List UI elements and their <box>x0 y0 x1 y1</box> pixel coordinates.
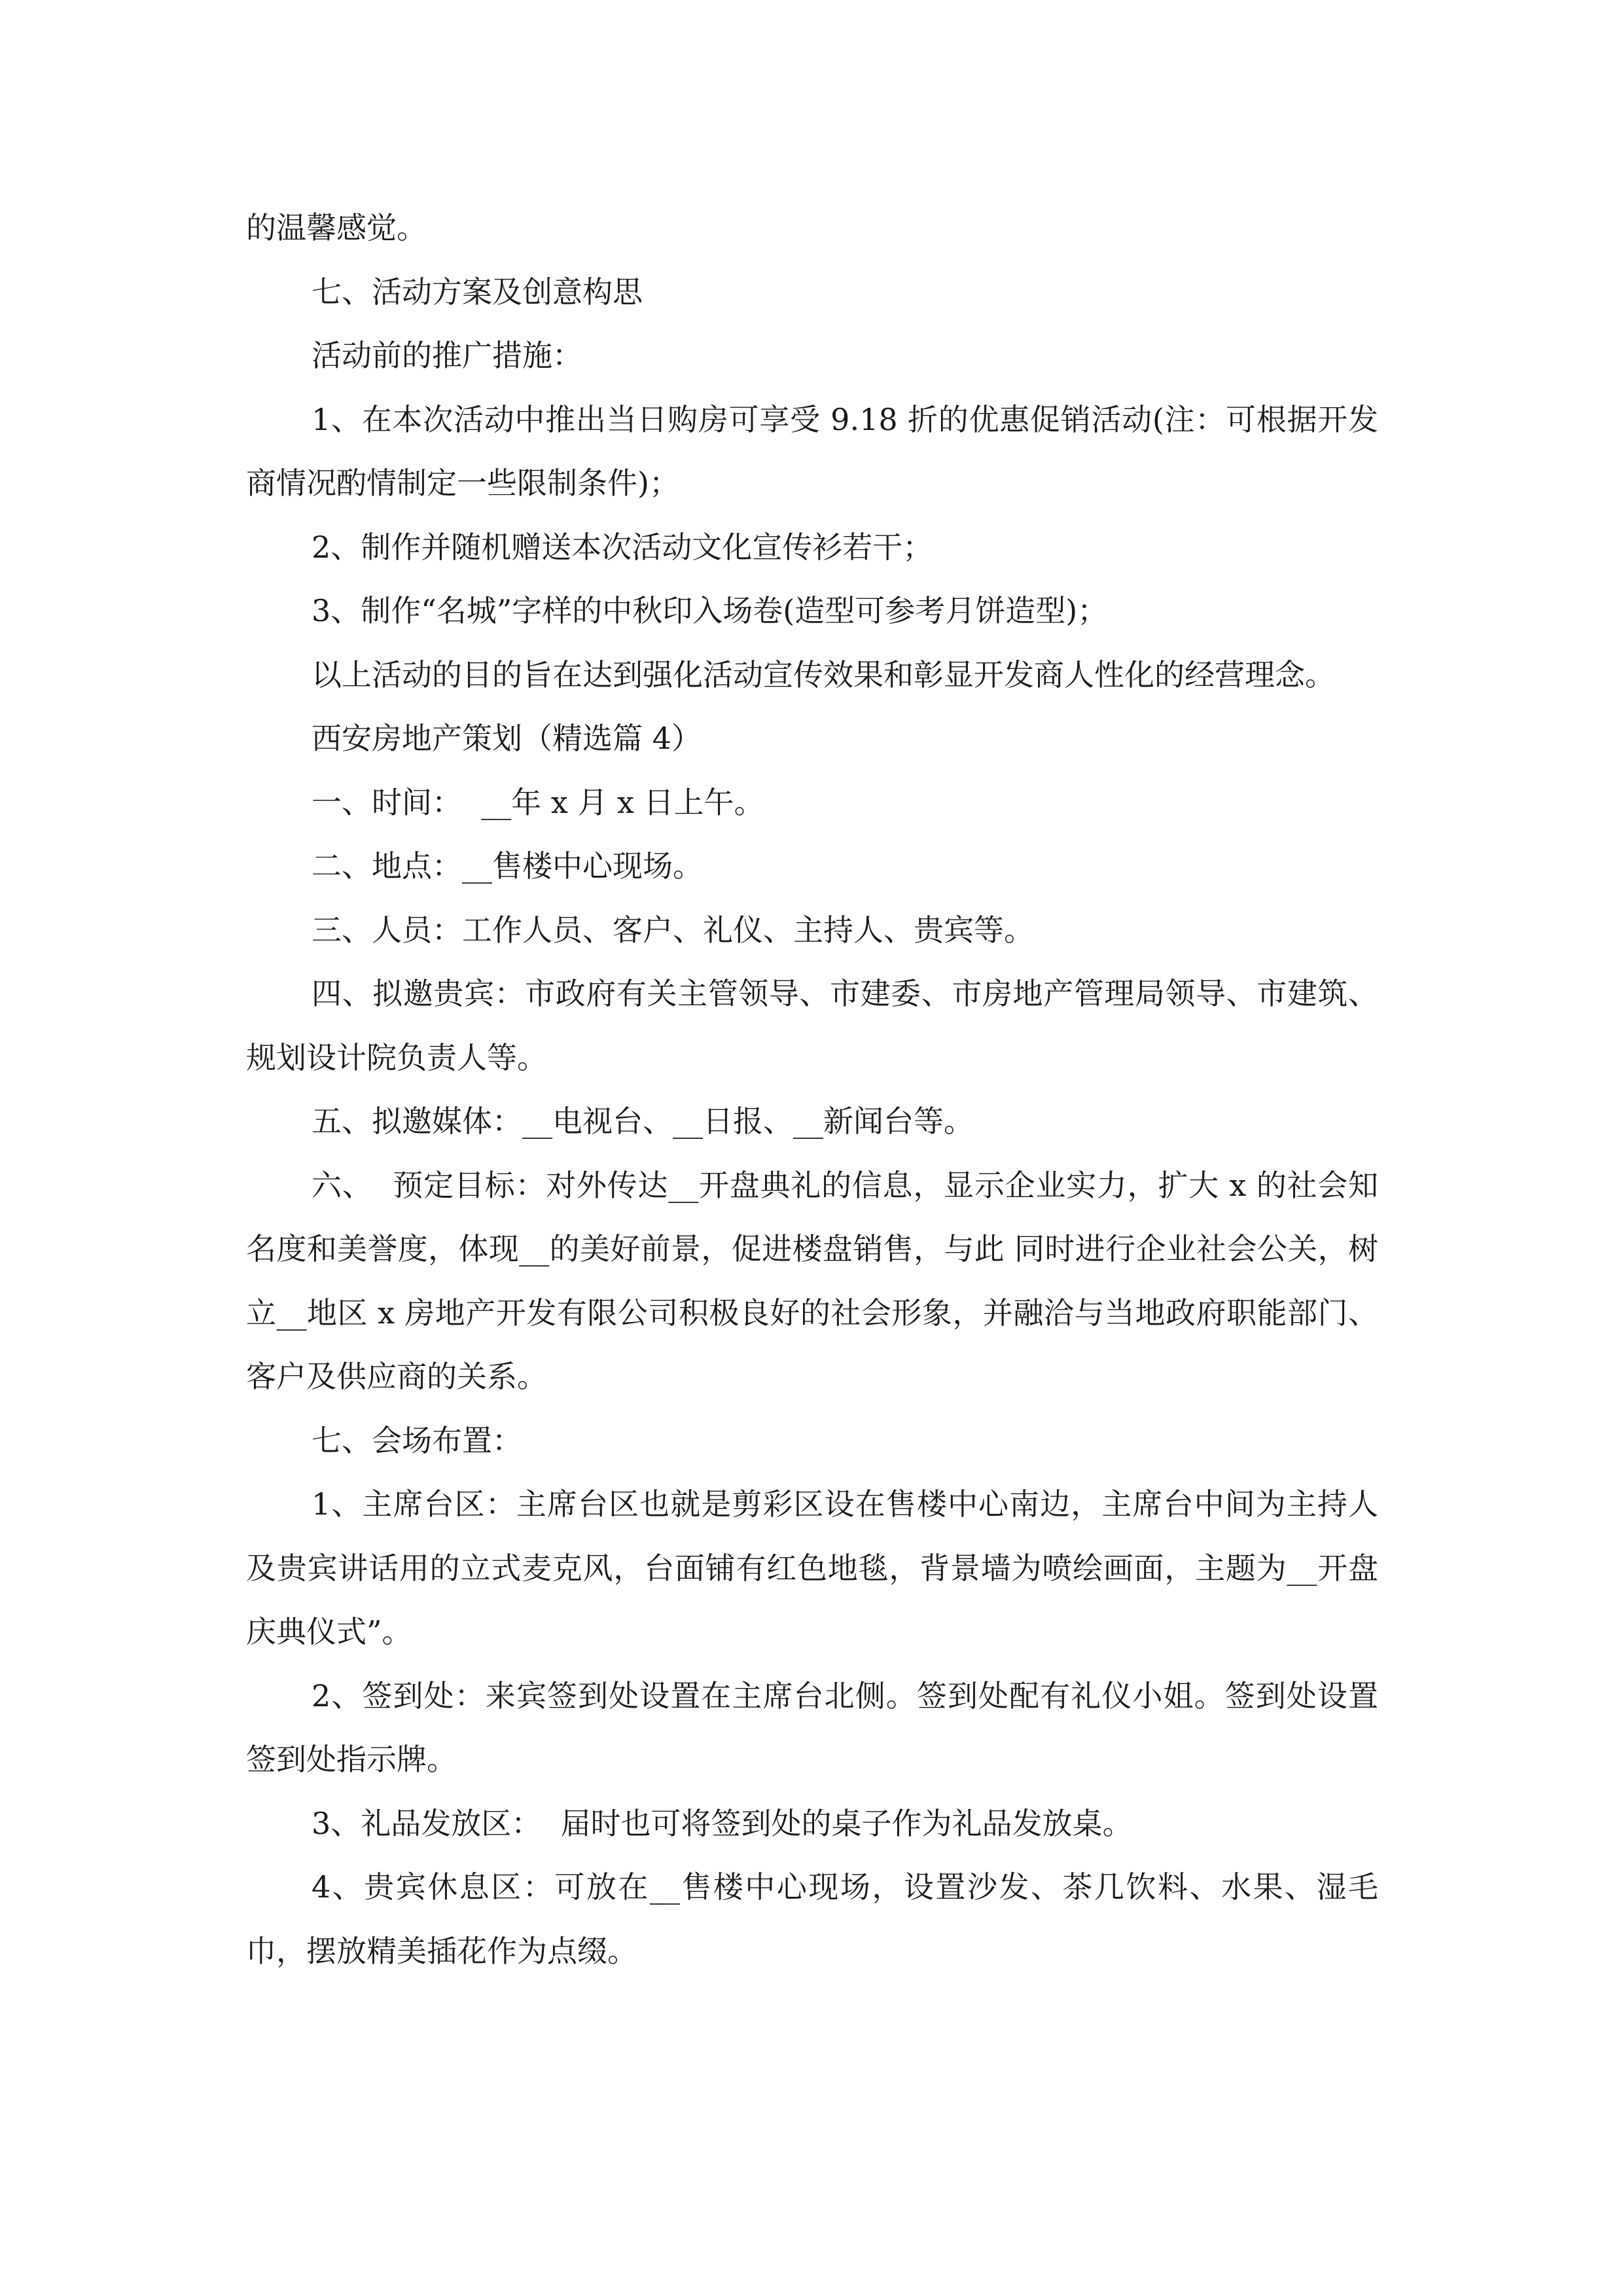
list-item: 4、贵宾休息区：可放在__售楼中心现场，设置沙发、茶几饮料、水果、湿毛巾，摆放精美插花作为点缀。 <box>246 1869 1378 1969</box>
list-item: 3、礼品发放区： 届时也可将签到处的桌子作为礼品发放桌。 <box>312 1805 1133 1841</box>
section-heading: 七、活动方案及创意构思 <box>312 274 643 310</box>
list-item: 六、 预定目标：对外传达__开盘典礼的信息，显示企业实力，扩大 x 的社会知名度和美誉度，体现__的美好前景，促进楼盘销售，与此 同时进行企业社会公关，树立__地区 x 房地产开发有限公司积极良好的社会形象，并融洽与当地政府职能部门、客户及供应商的关系。 <box>246 1167 1378 1394</box>
list-item: 3、制作“名城”字样的中秋印入场卷(造型可参考月饼造型)； <box>312 593 1108 628</box>
paragraph: 的温馨感觉。 <box>246 210 427 245</box>
list-item: 1、在本次活动中推出当日购房可享受 9.18 折的优惠促销活动(注：可根据开发商情况酌情制定一些限制条件)； <box>246 401 1378 501</box>
document-body <box>246 196 1378 1983</box>
list-item: 2、制作并随机赠送本次活动文化宣传衫若干； <box>312 529 933 565</box>
list-item: 2、签到处：来宾签到处设置在主席台北侧。签到处配有礼仪小姐。签到处设置签到处指示牌。 <box>246 1677 1378 1777</box>
list-item: 1、主席台区：主席台区也就是剪彩区设在售楼中心南边，主席台中间为主持人及贵宾讲话用的立式麦克风，台面铺有红色地毯，背景墙为喷绘画面，主题为__开盘庆典仪式”。 <box>246 1486 1378 1649</box>
paragraph: 以上活动的目的旨在达到强化活动宣传效果和彰显开发商人性化的经营理念。 <box>312 656 1335 692</box>
paragraph: 活动前的推广措施： <box>312 338 582 373</box>
list-item: 五、拟邀媒体：__电视台、__日报、__新闻台等。 <box>312 1103 974 1139</box>
article-title: 西安房地产策划（精选篇 4） <box>312 721 702 756</box>
section-heading: 七、会场布置： <box>312 1422 522 1458</box>
list-item: 一、时间： __年 x 月 x 日上午。 <box>312 784 764 820</box>
list-item: 三、人员：工作人员、客户、礼仪、主持人、贵宾等。 <box>312 912 1034 948</box>
list-item: 四、拟邀贵宾：市政府有关主管领导、市建委、市房地产管理局领导、市建筑、规划设计院负责人等。 <box>246 976 1378 1075</box>
list-item: 二、地点：__售楼中心现场。 <box>312 848 703 884</box>
